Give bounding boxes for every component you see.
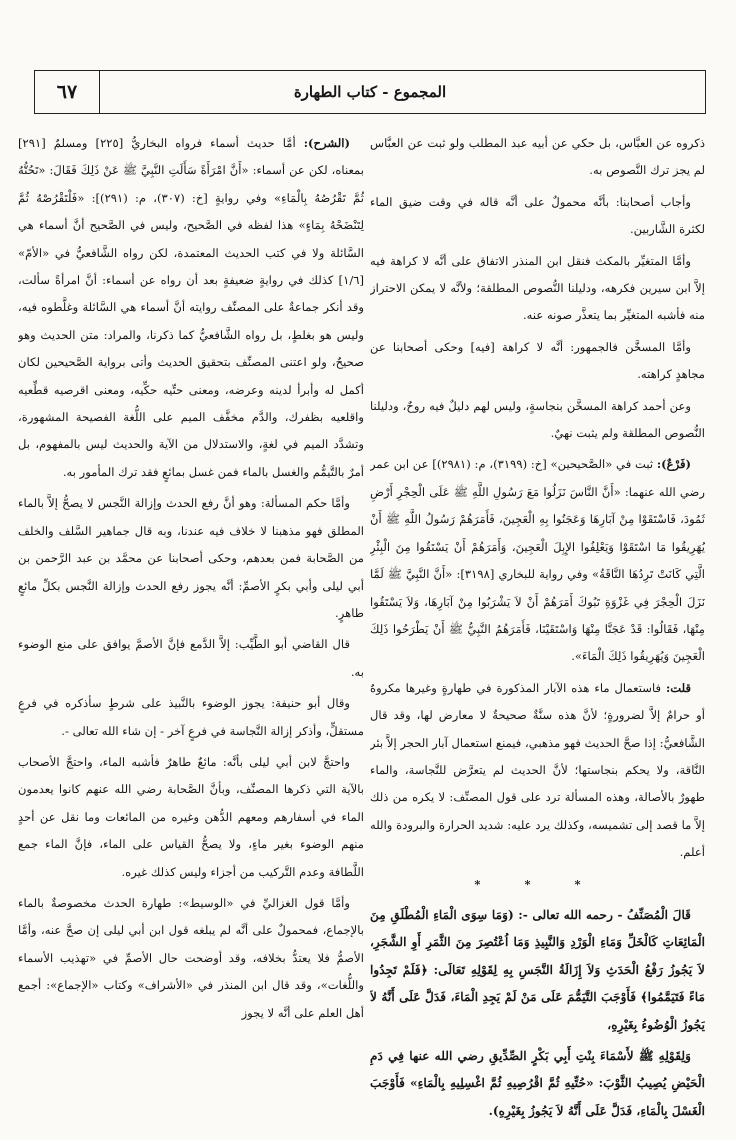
- author-text-block: [370, 902, 705, 1125]
- paragraph: وأمَّا المسخَّن فالجمهور: أنَّه لا كراهة [فيه] وحكى أصحابنا عن مجاهدٍ كراهته.: [370, 339, 705, 382]
- paragraph-lead: (الشرح):: [303, 136, 350, 150]
- section-separator: * * *: [474, 876, 601, 891]
- paragraph: [18, 130, 364, 486]
- paragraph: وأجاب أصحابنا: بأنَّه محمولٌ على أنَّه قاله في وقت ضيق الماء لكثرة الشَّاربين.: [370, 194, 705, 237]
- paragraph: وعن أحمد كراهة المسخَّن بنجاسةٍ، وليس لهم دليلٌ فيه روحٌ، ودليلنا النُّصوص المطلقة ولم يثبت نهيٌ.: [370, 398, 705, 441]
- paragraph: وأمَّا قول الغزاليِّ في «الوسيط»: طهارة الحدث مخصوصةٌ بالماء بالإجماع، فمحمولٌ على أنَّه لم يبلغه قول ابن أبي ليلى إن صحَّ عنه، وأمَّا الأصمُّ فلا يعتدُّ بخلافه، وقد أوضحت حال الأصمِّ في «تهذيب الأسماء واللُّغات»، وقد قال ابن المنذر في «الأشراف» وكتاب «الإجماع»: أجمع أهل العلم على أنَّه لا يجوز: [18, 895, 364, 1020]
- paragraph: ذكروه عن العبَّاس، بل حكي عن أبيه عبد المطلب ولو ثبت عن العبَّاس لم يجز ترك النَّصوص به.: [370, 136, 705, 178]
- page-number: ٦٧: [35, 71, 100, 113]
- paragraph-lead: قلت:: [665, 680, 691, 695]
- author-quote: قَالَ الْمُصَنِّفُ - رحمه الله تعالى -: (وَمَا سِوَى الْمَاءِ الْمُطْلَقِ مِنَ الْمَائِعَاتِ كَالْخَلِّ وَمَاءِ الْوَرْدِ وَالنَّبِيذِ وَمَا اُعْتُصِرَ مِنَ الثَّمَرِ أَوِ الشَّجَرِ، لاَ يَجُوزُ رَفْعُ الْحَدَثِ وَلاَ إِزَالَةُ النَّجَسِ بِهِ لِقَوْلِهِ تَعَالَى: ﴿فَلَمْ تَجِدُوا مَاءً فَتَيَمَّمُوا﴾ فَأَوْجَبَ التَّيَمُّمَ عَلَى مَنْ لَمْ يَجِدِ الْمَاءَ، فَدَلَّ عَلَى أَنَّهُ لاَ يَجُوزُ الْوُضُوءُ بِغَيْرِهِ،: [370, 907, 705, 1032]
- paragraph: قال القاضي أبو الطَّيِّب: إلاَّ الدَّمع فإنَّ الأصمَّ يوافق على منع الوضوء به.: [18, 637, 364, 679]
- paragraph: [370, 451, 705, 670]
- right-column: [370, 130, 705, 1132]
- paragraph: [370, 675, 705, 867]
- paragraph-lead: (فَرْعٌ):: [656, 457, 692, 472]
- paragraph-text: أمَّا حديث أسماء فرواه البخاريُّ [٢٢٥] ومسلمٌ [٢٩١] بمعناه، لكن عن أسماء: «أَنَّ امْرَأَةً سَأَلَتِ النَّبِيَّ ﷺ عَنْ ذَلِكَ فَقَالَ: «تَحُتُّهُ ثُمَّ تَقْرُصُهُ بِالْمَاءِ» وفي روايةٍ [خ: (٣٠٧)، م: (٢٩١)]: «فَلْتَقْرُصْهُ ثُمَّ لِتَنْضَحْهُ بِمَاءٍ» هذا لفظه في الصَّحيح، وليس في الصَّحيح أنَّ أسماء هي السَّائلة ولا في كتب الحديث المعتمدة، لكن رواه الشَّافعيُّ في «الأمّ» [١/٦] كذلك في روايةٍ ضعيفةٍ بعد أن رواه عن أسماء: أنَّ امرأةً سألت، وقد أنكر جماعةٌ على المصنِّف روايته أنَّ أسماء هي السَّائلة وغلَّطوه فيه، وليس هو بغلطٍ، بل رواه الشَّافعيُّ كما ذكرنا، والمراد: متن الحديث وهو صحيحٌ، ولو اعتنى المصنِّف بتحقيق الحديث وأتى برواية الصَّحيحين لكان أكمل له وأبرأ لدينه وعرضه، ومعنى حتِّيه حكِّيه، ومعنى اقرصيه قطِّعيه واقلعيه بظفرك، والدَّم مخفَّف الميم على اللُّغة الفصيحة المشهورة، وتشدَّد الميم في لغةٍ، والاستدلال من الآية والحديث ليس بالمفهوم، بل أمرٌ بالتَّيمُّم والغسل بالماء فمن غسل بمائعٍ فقد ترك المأمور به.: [18, 136, 364, 479]
- paragraph: وقال أبو حنيفة: يجوز الوضوء بالنَّبيذ على شرطٍ سأذكره في فرعٍ مستقلٍّ، وأذكر إزالة النَّجاسة في فرعٍ آخر - إن شاء الله تعالى -.: [18, 696, 364, 738]
- paragraph-text: ثبت في «الصَّحيحين» [خ: (٣١٩٩)، م: (٢٩٨١)] عن ابن عمر رضي الله عنهما: «أَنَّ النَّاسَ نَزَلُوا مَعَ رَسُولِ اللَّهِ ﷺ عَلَى الْحِجْرِ أَرْضِ ثَمُودَ، فَاسْتَقَوْا مِنْ آبَارِهَا وَعَجَنُوا بِهِ الْعَجِينَ، فَأَمَرَهُمْ رَسُولُ اللَّهِ ﷺ أَنْ يُهَرِيقُوا مَا اسْتَقَوْا وَيَعْلِفُوا الإِبِلَ الْعَجِينَ، وَأَمَرَهُمْ أَنْ يَسْتَقُوا مِنَ الْبِئْرِ الَّتِي كَانَتْ تَرِدُهَا النَّاقَةُ» وفي رواية للبخاري [٣١٩٨]: «أَنَّ النَّبِيَّ ﷺ لَمَّا نَزَلَ الْحِجْرَ فِي غَزْوَةِ تَبُوكَ أَمَرَهُمْ أَنْ لاَ يَشْرَبُوا مِنْ آبَارِهَا، وَلاَ يَسْتَقُوا مِنْهَا، فَقَالُوا: قَدْ عَجَنَّا مِنْهَا وَاسْتَقَيْنَا، فَأَمَرَهُمُ النَّبِيُّ ﷺ أَنْ يَطْرَحُوا ذَلِكَ الْعَجِينَ وَيُهَرِيقُوا ذَلِكَ الْمَاءَ».: [370, 457, 705, 664]
- paragraph: وأمَّا المتغيِّر بالمكث فنقل ابن المنذر الاتفاق على أنَّه لا كراهة فيه إلاَّ ابن سيرين فكرهه، ودليلنا النُّصوص المطلقة؛ ولأنَّه لا يمكن الاحتراز منه فأشبه المتغيِّر بما يتعذَّر صونه عنه.: [370, 253, 705, 323]
- paragraph-text: فاستعمال ماء هذه الآبار المذكورة في طهارةٍ وغيرها مكروهٌ أو حرامٌ إلاَّ لضرورةٍ؛ لأنَّ هذه سنَّةٌ صحيحةٌ لا معارض لها، وقد قال الشَّافعيُّ: إذا صحَّ الحديث فهو مذهبي، فيمنع استعمال آبار الحجر إلاَّ بئر النَّاقة، ولا يحكم بنجاستها؛ لأنَّ الحديث لم يتعرَّض للنَّجاسة، والماء طهورٌ بالأصالة، وهذه المسألة ترد على قول المصنِّف: لا يكره من ذلك إلاَّ ما قصد إلى تشميسه، وكذلك يرد عليه: شديد الحرارة والبرودة والله أعلم.: [370, 680, 705, 860]
- running-title: المجموع - كتاب الطهارة: [293, 83, 447, 101]
- author-quote: وَلِقَوْلِهِ ﷺ لأَسْمَاءَ بِنْتِ أَبِي بَكْرٍ الصِّدِّيقِ رضي الله عنها فِي دَمِ الْحَيْضِ يُصِيبُ الثَّوْبَ: «حُتِّيهِ ثُمَّ اقْرُصِيهِ ثُمَّ اغْسِلِيهِ بِالْمَاءِ» فَأَوْجَبَ الْغَسْلَ بِالْمَاءِ، فَدَلَّ عَلَى أَنَّهُ لاَ يَجُوزُ بِغَيْرِهِ).: [370, 1049, 705, 1118]
- left-column: [18, 130, 364, 1132]
- paragraph: واحتجَّ لابن أبي ليلى بأنَّه: مائعٌ طاهرٌ فأشبه الماء، واحتجَّ الأصحاب بالآية التي ذكرها المصنِّف، وبأنَّ الصَّحابة رضي الله عنهم كانوا يعدمون الماء في أسفارهم ومعهم الدُّهن وغيره من المائعات وما نقل عن أحدٍ منهم الوضوء بغير ماءٍ، ولا يصحُّ القياس على الماء، فإنَّ الماء جمع اللَّطافة وعدم التَّركيب من أجزاء وليس كذلك غيره.: [18, 754, 364, 879]
- page-header: [34, 70, 706, 114]
- paragraph: وأمَّا حكم المسألة: وهو أنَّ رفع الحدث وإزالة النَّجس لا يصحُّ إلاَّ بالماء المطلق فهو مذهبنا لا خلاف فيه عندنا، وبه قال جماهير السَّلف والخلف من الصَّحابة فمن بعدهم، وحكى أصحابنا عن محمَّد بن عبد الرَّحمن بن أبي ليلى وأبي بكرٍ الأصمِّ: أنَّه يجوز رفع الحدث وإزالة النَّجس بكلِّ مائعٍ طاهرٍ.: [18, 496, 364, 620]
